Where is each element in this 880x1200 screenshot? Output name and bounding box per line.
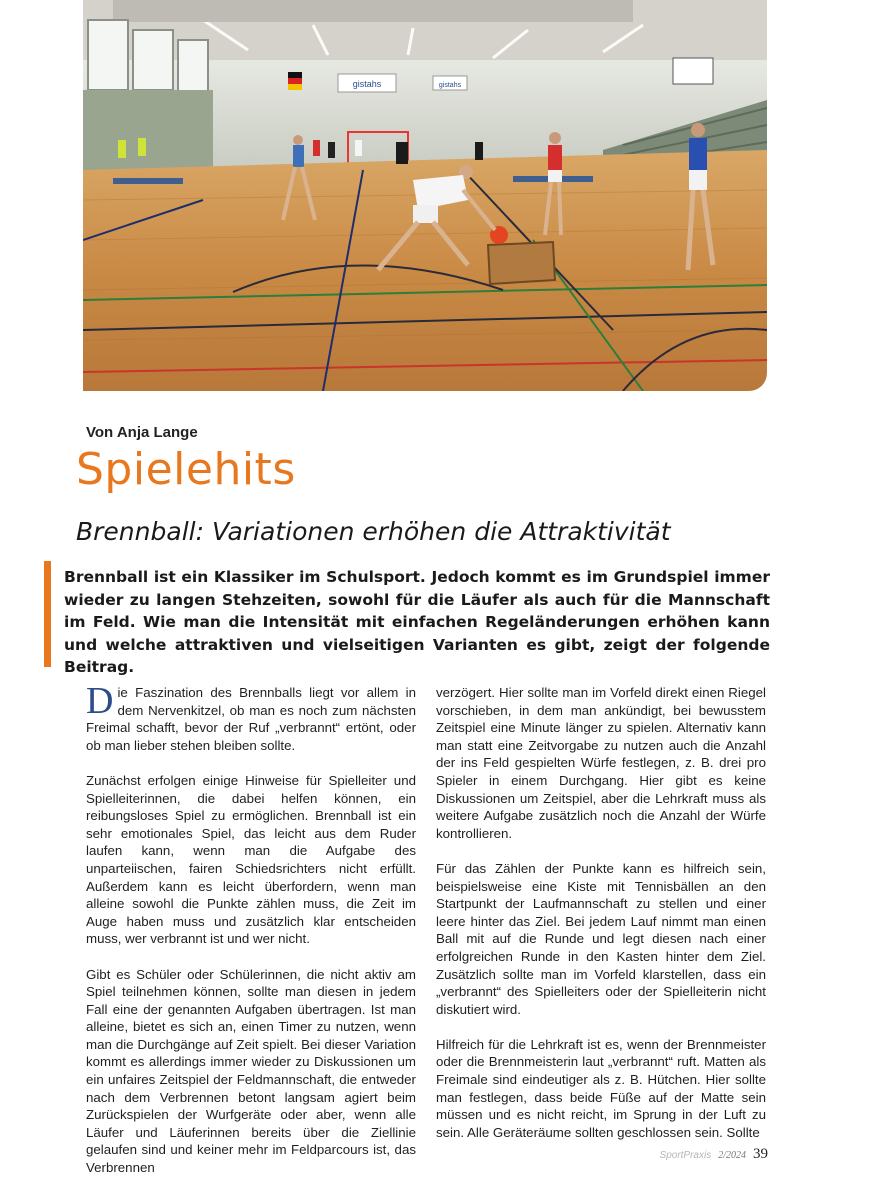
- dropcap: D: [86, 680, 114, 722]
- body-column-right: [436, 684, 766, 1159]
- body-paragraph: Für das Zählen der Punkte kann es hilfreich sein, beispielsweise eine Kiste mit Tennisbällen an den Startpunkt der Laufmannschaft zu stellen und einer leere hinter das Ziel. Bei jedem Lauf nimmt man einen Ball mit auf die Runde und legt diesen nach einer erfolgreichen Runde in den Kasten hinter dem Ziel. Zusätzlich sollte man im Vorfeld klarstellen, dass ein „verbrannt“ des Spielleiters oder der Spielleiterin nicht diskutiert wird.: [436, 860, 766, 1017]
- banner-right-text: gistahs: [438, 82, 462, 89]
- body-paragraph: verzögert. Hier sollte man im Vorfeld direkt einen Riegel vorschieben, in dem man ankündigt, bei bewusstem Zeitspiel eine Minute länger zu spielen. Alternativ kann man statt eine Zeitvorgabe zu nutzen auch die Anzahl der ins Feld gespielten Würfe festlegen, z. B. drei pro Spieler in einem Durchgang. Hier gibt es keine Diskussionen um Zeitspiel, aber die Lehrkraft muss als weitere Aufgabe zusätzlich noch die Anzahl der Würfe kontrollieren.: [436, 685, 766, 841]
- wooden-box: [488, 242, 555, 284]
- lead-accent-bar: [44, 561, 51, 667]
- gym-scene-illustration: [83, 0, 767, 391]
- body-paragraph: Hilfreich für die Lehrkraft ist es, wenn der Brennmeister oder die Brennmeisterin laut „verbrannt“ ruft. Matten als Freimale sind eindeutiger als z. B. Hütchen. Hier sollte man festlegen, dass beide Füße auf der Matte sein müssen und es nicht reicht, im Sprung in der Luft zu sein. Alle Geräteräume sollten geschlossen sein. Sollte: [436, 1036, 766, 1140]
- hero-photo: [83, 0, 767, 391]
- banner-left-text: gistahs: [352, 79, 382, 89]
- body-paragraph: Zunächst erfolgen einige Hinweise für Spielleiter und Spielleiterinnen, die dabei helfen können, ein reibungsloses Spiel zu ermöglichen. Brennball ist ein sehr emotionales Spiel, das leicht aus dem Ruder laufen kann, wenn man die Aufgabe des unparteiischen, fairen Schiedsrichters nicht erfüllt. Außerdem kann es leicht überfordern, wenn man alleine sowohl die Punkte zählen muss, die Zeit im Auge haben muss und zusätzlich klar entscheiden muss, wer verbrannt ist und wer nicht.: [86, 772, 416, 947]
- body-paragraph: Gibt es Schüler oder Schülerinnen, die nicht aktiv am Spiel teilnehmen können, sollte man diesen in jedem Fall eine der genannten Aufgaben übertragen. Ist man alleine, bietet es sich an, einen Timer zu nutzen, wenn man die Durchgänge auf Zeit spielt. Bei dieser Variation kommt es allerdings immer wieder zu Diskussionen um ein unfaires Zeitspiel der Feldmannschaft, die entweder nach dem Verbrennen betont langsam agiert beim Zurückspielen der Wurfgeräte oder aber, wenn alle Läufer und Läuferinnen bereits über die Ziellinie gelaufen sind und keiner mehr im Feldparcours ist, das Verbrennen: [86, 966, 416, 1176]
- lead-paragraph: Brennball ist ein Klassiker im Schulsport. Jedoch kommt es im Grundspiel immer wieder zu langen Stehzeiten, sowohl für die Läufer als auch für die Mannschaft im Feld. Wie man die Intensität mit einfachen Regeländerungen erhöhen kann und welche attraktiven und vielseitigen Varianten es gibt, zeigt der folgende Beitrag.: [64, 568, 770, 676]
- basketball-hoop: [673, 58, 713, 84]
- body-column-left: [86, 680, 416, 1194]
- body-paragraph: Die Faszination des Brennballs liegt vor allem in dem Nervenkitzel, ob man es noch zum nächsten Freimal schafft, bevor der Ruf „verbrannt“ ertönt, oder ob man lieber stehen bleiben sollte.: [86, 680, 416, 753]
- magazine-name: SportPraxis: [659, 1150, 712, 1161]
- page-footer: [660, 1146, 768, 1163]
- article-subtitle: Brennball: Variationen erhöhen die Attraktivität: [76, 517, 671, 546]
- byline: Von Anja Lange: [86, 424, 198, 441]
- page-number: 39: [753, 1146, 768, 1162]
- article-title: Spielehits: [76, 444, 296, 495]
- issue-number: 2/2024: [718, 1150, 746, 1161]
